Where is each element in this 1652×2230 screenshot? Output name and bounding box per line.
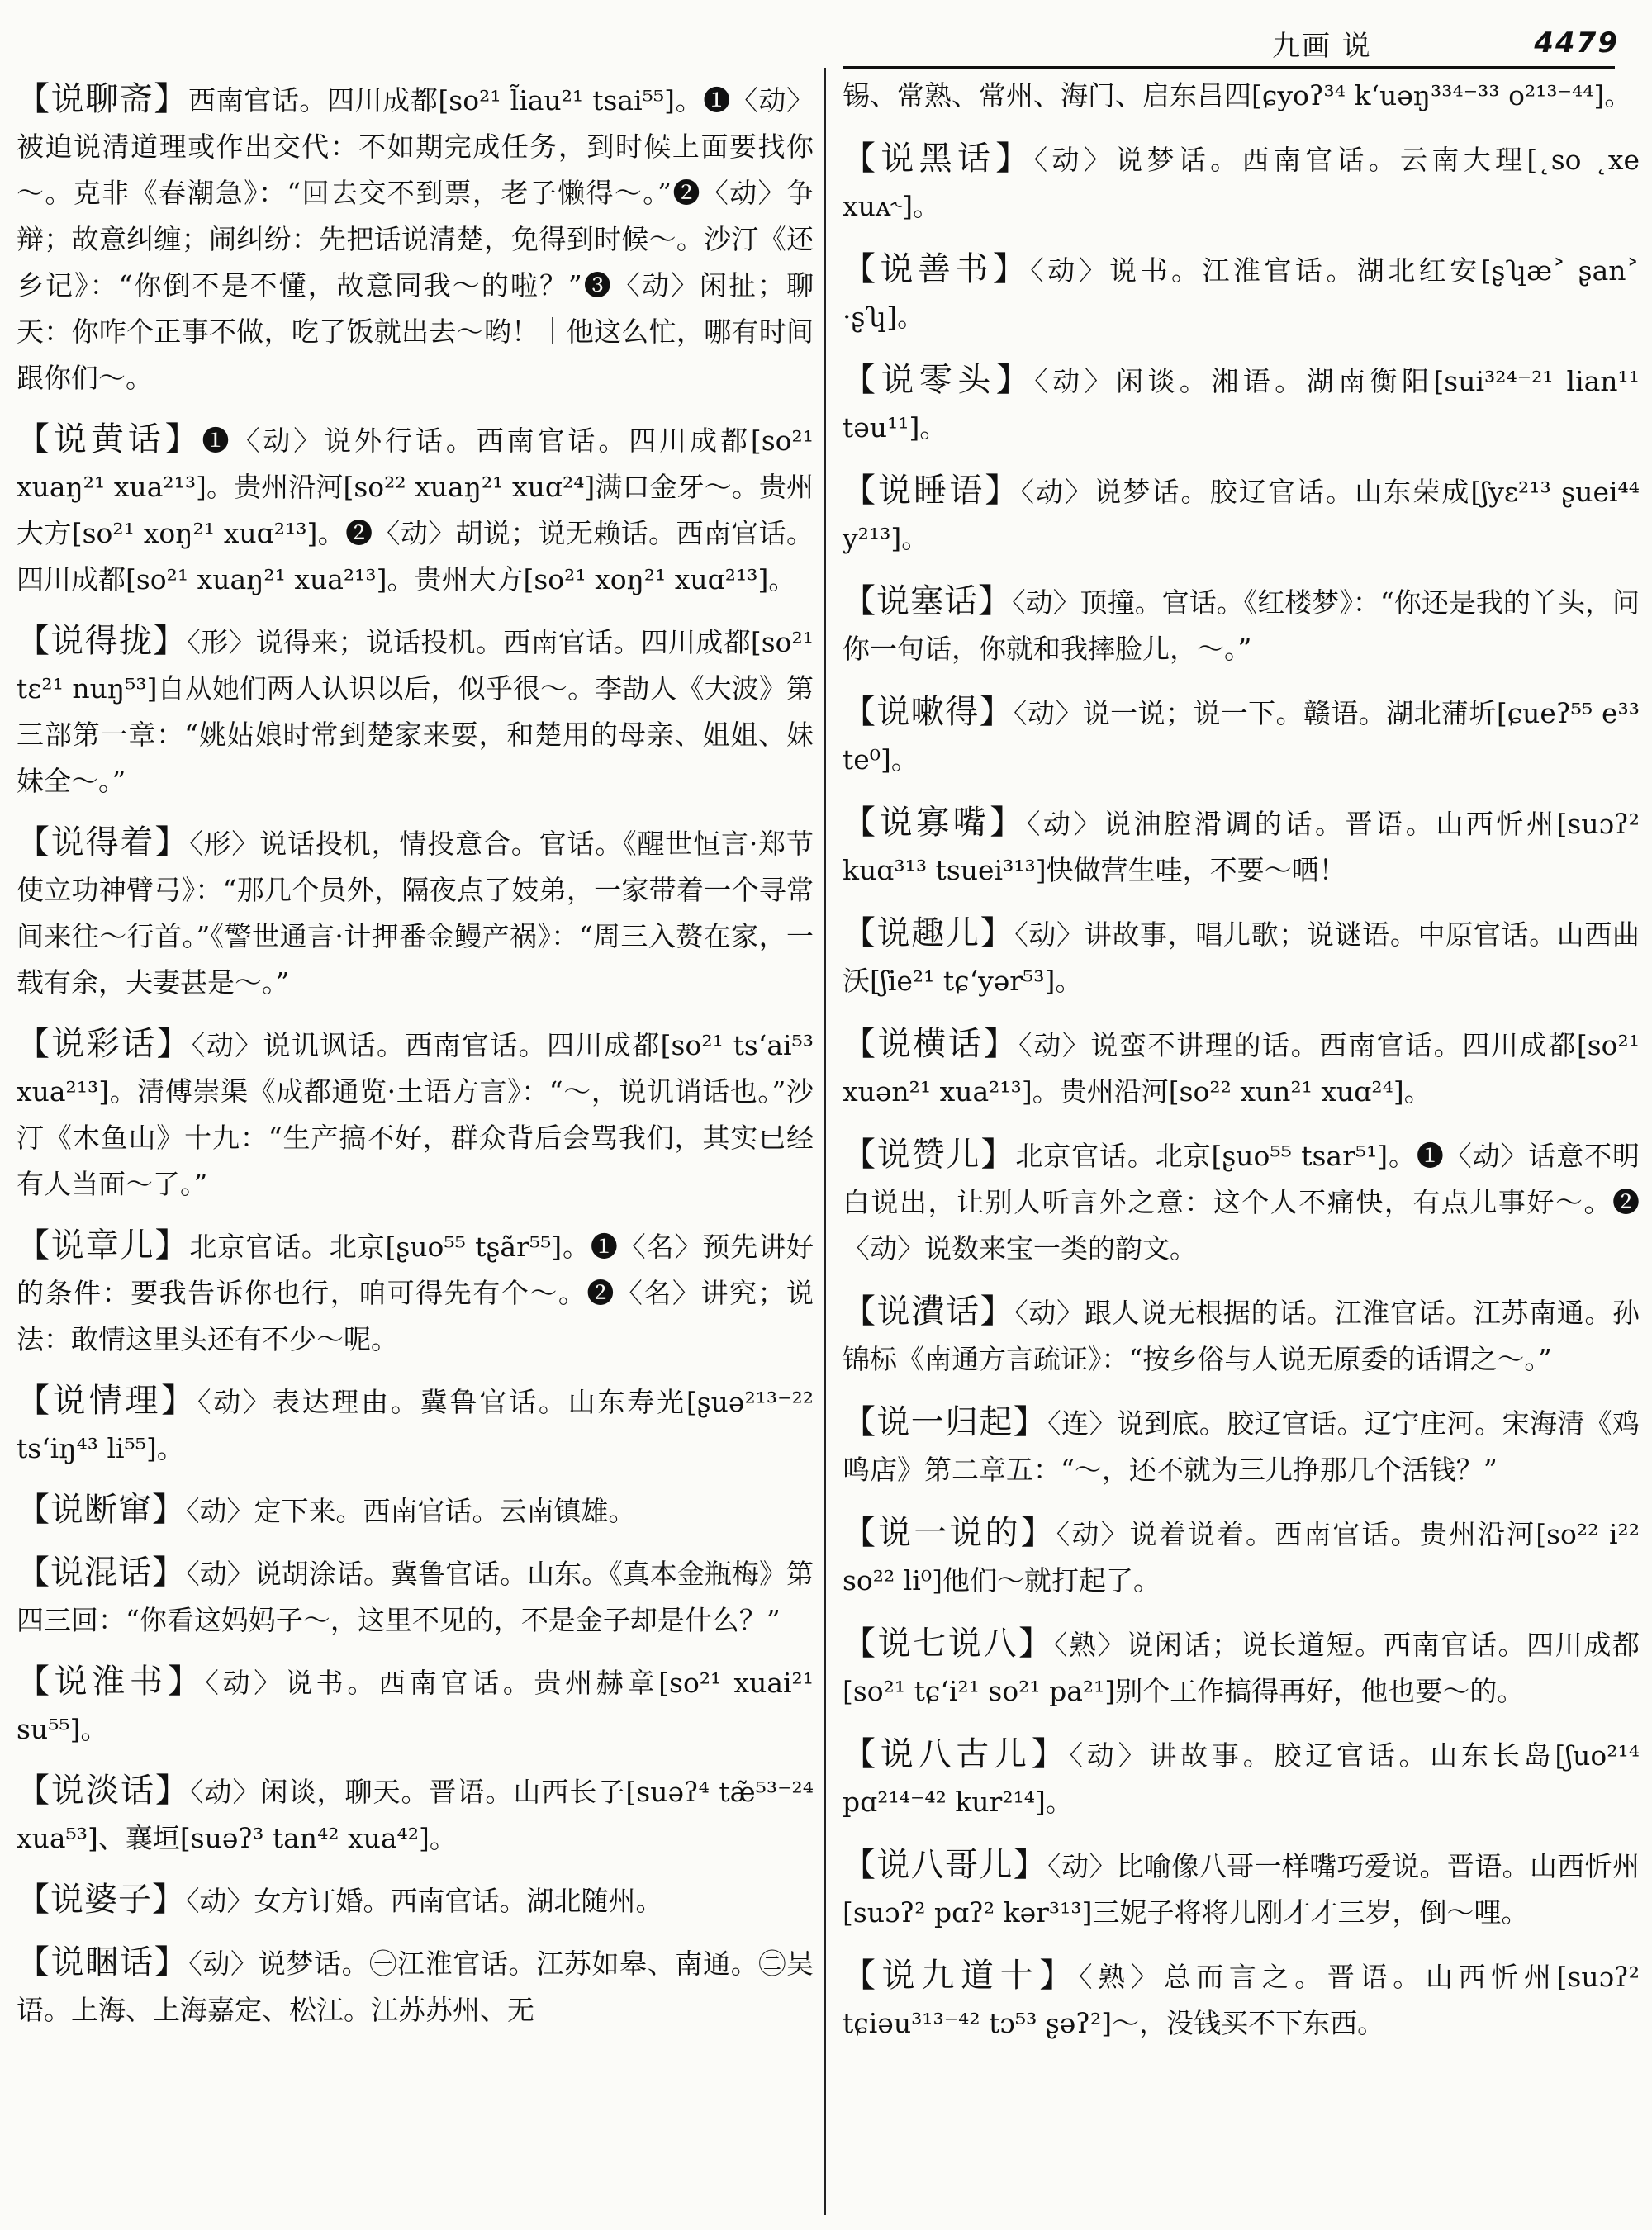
dictionary-entry-continued — [843, 71, 1640, 119]
entry-definition: 〈动〉说梦话。胶辽官话。山东荣成[ʃyɛ²¹³ ʂuei⁴⁴ y²¹³]。 — [843, 476, 1640, 554]
dictionary-entry — [17, 1767, 814, 1862]
entry-definition: 西南官话。四川成都[so²¹ l̃iau²¹ tsai⁵⁵]。❶〈动〉被迫说清道理或作出交代：不如期完成任务，到时候上面要找你～。克非《春潮急》：“回去交不到票，老子懒得～。”❷〈动〉争辩；故意纠缠；闹纠纷：先把话说清楚，免得到时候～。沙汀《还乡记》：“你倒不是不懂，故意同我～的啦？”❸〈动〉闲扯；聊天：你咋个正事不做，吃了饭就出去～哟！｜他这么忙，哪有时间跟你们～。 — [17, 84, 814, 394]
entry-headword: 【说淡话】 — [17, 1772, 190, 1810]
entry-headword: 【说婆子】 — [17, 1881, 186, 1919]
dictionary-entry — [843, 1132, 1640, 1272]
entry-definition: 〈动〉说胡涂话。冀鲁官话。山东。《真本金瓶梅》第四三回：“你看这妈妈子～，这里不见的，不是金子却是什么？” — [17, 1558, 814, 1636]
page-header — [1272, 18, 1619, 68]
entry-definition: 北京官话。北京[ʂuo⁵⁵ tʂãr⁵⁵]。❶〈名〉预先讲好的条件：要我告诉你也行，咱可得先有个～。❷〈名〉讲究；说法：敢情这里头还有不少～呢。 — [17, 1231, 814, 1355]
entry-headword: 【说㵒话】 — [843, 1293, 1015, 1331]
entry-definition: 〈动〉说书。江淮官话。湖北红安[ʂʮæ˃ ʂan˃ ·ʂʮ]。 — [843, 254, 1640, 333]
entry-definition: 〈动〉女方订婚。西南官话。湖北随州。 — [186, 1885, 663, 1917]
entry-definition: 〈连〉说到底。胶辽官话。辽宁庄河。宋海清《鸡鸣店》第二章五：“～，还不就为三儿挣那几个活钱？” — [843, 1407, 1640, 1486]
entry-definition: 〈动〉讲故事，唱儿歌；说谜语。中原官话。山西曲沃[ʃie²¹ tɕ‘yər⁵³]。 — [843, 918, 1640, 997]
entry-headword: 【说塞话】 — [843, 582, 1013, 620]
header-rule — [843, 66, 1615, 69]
dictionary-entry — [17, 1549, 814, 1644]
entry-definition: 〈动〉定下来。西南官话。云南镇雄。 — [186, 1495, 636, 1527]
entry-headword: 【说寡嘴】 — [843, 804, 1027, 842]
entry-headword: 【说章儿】 — [17, 1226, 190, 1264]
entry-headword: 【说一说的】 — [843, 1514, 1056, 1552]
dictionary-entry — [17, 618, 814, 804]
dictionary-entry — [843, 1510, 1640, 1604]
entry-headword: 【说得拢】 — [17, 622, 188, 660]
entry-headword: 【说赞儿】 — [843, 1136, 1016, 1174]
entry-headword: 【说善书】 — [843, 250, 1031, 288]
page-number: 4479 — [1534, 26, 1619, 59]
dictionary-entry — [17, 1021, 814, 1208]
dictionary-entry — [843, 1399, 1640, 1493]
entry-headword: 【说七说八】 — [843, 1625, 1054, 1663]
dictionary-entry — [17, 1877, 814, 1924]
entry-definition: 北京官话。北京[ʂuo⁵⁵ tsar⁵¹]。❶〈动〉话意不明白说出，让别人听言外之意：这个人不痛快，有点儿事好～。❷〈动〉说数来宝一类的韵文。 — [843, 1140, 1640, 1264]
entry-headword: 【说断窜】 — [17, 1491, 186, 1529]
entry-headword: 【说混话】 — [17, 1554, 187, 1592]
entry-headword: 【说八古儿】 — [843, 1735, 1070, 1773]
dictionary-entry — [843, 799, 1640, 894]
entry-definition: 〈动〉讲故事。胶辽官话。山东长岛[ʃuo²¹⁴ pɑ²¹⁴⁻⁴² kur²¹⁴]。 — [843, 1739, 1640, 1818]
dictionary-entry — [843, 1021, 1640, 1115]
entry-definition: 〈动〉说讥讽话。西南官话。四川成都[so²¹ ts‘ai⁵³ xua²¹³]。清傅崇渠《成都通览·土语方言》：“～，说讥诮话也。”沙汀《木鱼山》十九：“生产搞不好，群众背后会骂我们，其实已经有人当面～了。” — [17, 1029, 814, 1200]
section-label: 九画 说 — [1272, 29, 1372, 63]
entry-definition: ❶〈动〉说外行话。西南官话。四川成都[so²¹ xuaŋ²¹ xua²¹³]。贵州沿河[so²² xuaŋ²¹ xuɑ²⁴]满口金牙～。贵州大方[so²¹ xoŋ²¹ xuɑ²¹³]。❷〈动〉胡说；说无赖话。西南官话。四川成都[so²¹ xuaŋ²¹ xua²¹³]。贵州大方[so²¹ xoŋ²¹ xuɑ²¹³]。 — [17, 425, 814, 595]
entry-headword: 【说横话】 — [843, 1025, 1019, 1063]
column-divider — [824, 68, 826, 2215]
entry-headword: 【说彩话】 — [17, 1025, 192, 1063]
entry-headword: 【说黑话】 — [843, 140, 1034, 178]
entry-definition: 〈熟〉总而言之。晋语。山西忻州[suɔʔ² tɕiəu³¹³⁻⁴² tɔ⁵³ ʂəʔ²]～，没钱买不下东西。 — [843, 1961, 1640, 2039]
left-column — [17, 76, 814, 2048]
dictionary-entry — [843, 1620, 1640, 1715]
entry-headword: 【说零头】 — [843, 361, 1035, 399]
entry-headword: 【说睏话】 — [17, 1943, 189, 1981]
dictionary-entry — [17, 1658, 814, 1753]
entry-definition: 〈动〉闲谈。湘语。湖南衡阳[sui³²⁴⁻²¹ lian¹¹ təu¹¹]。 — [843, 365, 1640, 444]
entry-definition: 〈动〉说蛮不讲理的话。西南官话。四川成都[so²¹ xuən²¹ xua²¹³]。贵州沿河[so²² xun²¹ xuɑ²⁴]。 — [843, 1029, 1640, 1108]
entry-definition: 〈动〉比喻像八哥一样嘴巧爱说。晋语。山西忻州[suɔʔ² pɑʔ² kər³¹³]三妮子将将儿刚才才三岁，倒～哩。 — [843, 1850, 1640, 1929]
dictionary-entry — [17, 416, 814, 603]
dictionary-entry — [843, 135, 1640, 230]
entry-headword: 【说黄话】 — [17, 420, 202, 458]
entry-definition: 〈形〉说话投机，情投意合。官话。《醒世恒言·郑节使立功神臂弓》：“那几个员外，隔夜点了妓弟，一家带着一个寻常间来往～行首。”《警世通言·计押番金鳗产祸》：“周三入赘在家，一载有余，夫妻甚是～。” — [17, 828, 814, 999]
entry-definition: 〈动〉说梦话。㊀江淮官话。江苏如皋、南通。㊁吴语。上海、上海嘉定、松江。江苏苏州、无 — [17, 1948, 814, 2026]
dictionary-entry — [843, 1731, 1640, 1825]
entry-definition: 〈动〉说书。西南官话。贵州赫章[so²¹ xuai²¹ su⁵⁵]。 — [17, 1667, 814, 1745]
entry-headword: 【说聊斋】 — [17, 80, 189, 118]
entry-definition: 〈动〉闲谈，聊天。晋语。山西长子[suəʔ⁴ tæ̃⁵³⁻²⁴ xua⁵³]、襄垣[suəʔ³ tan⁴² xua⁴²]。 — [17, 1776, 814, 1854]
entry-definition: 〈形〉说得来；说话投机。西南官话。四川成都[so²¹ tɛ²¹ nuŋ⁵³]自从她们两人认识以后，似乎很～。李劼人《大波》第三部第一章：“姚姑娘时常到楚家来耍，和楚用的母亲、姐姐、妹妹全～。” — [17, 626, 814, 797]
entry-headword: 【说情理】 — [17, 1382, 197, 1420]
dictionary-entry — [17, 76, 814, 401]
entry-headword: 【说趣儿】 — [843, 914, 1015, 952]
entry-definition: 〈动〉跟人说无根据的话。江淮官话。江苏南通。孙锦标《南通方言疏证》：“按乡俗与人说无原委的话谓之～。” — [843, 1297, 1640, 1375]
dictionary-entry — [843, 246, 1640, 340]
entry-headword: 【说嗽得】 — [843, 693, 1014, 731]
entry-definition: 〈动〉说一说；说一下。赣语。湖北蒲圻[ɕueʔ⁵⁵ e³³ te⁰]。 — [843, 697, 1640, 776]
right-column — [843, 71, 1640, 2063]
dictionary-entry — [843, 910, 1640, 1004]
dictionary-entry — [17, 819, 814, 1006]
entry-definition: 〈动〉顶撞。官话。《红楼梦》：“你还是我的丫头，问你一句话，你就和我摔脸儿，～。” — [843, 586, 1640, 665]
dictionary-entry — [843, 1952, 1640, 2047]
entry-headword: 【说得着】 — [17, 823, 190, 861]
entry-definition: 〈动〉说油腔滑调的话。晋语。山西忻州[suɔʔ² kuɑ³¹³ tsuei³¹³]快做营生哇，不要～哂！ — [843, 808, 1640, 886]
dictionary-entry — [843, 357, 1640, 451]
entry-definition: 〈熟〉说闲话；说长道短。西南官话。四川成都[so²¹ tɕ‘i²¹ so²¹ pa²¹]别个工作搞得再好，他也要～的。 — [843, 1629, 1640, 1707]
entry-definition: 〈动〉说着说着。西南官话。贵州沿河[so²² i²² so²² li⁰]他们～就打起了。 — [843, 1518, 1640, 1597]
dictionary-entry — [843, 467, 1640, 562]
dictionary-entry — [17, 1222, 814, 1363]
entry-headword: 【说淮书】 — [17, 1663, 206, 1701]
dictionary-entry — [843, 689, 1640, 783]
dictionary-entry — [17, 1939, 814, 2033]
dictionary-entry — [17, 1487, 814, 1535]
entry-definition: 〈动〉表达理由。冀鲁官话。山东寿光[ʂuə²¹³⁻²² ts‘iŋ⁴³ li⁵⁵]。 — [17, 1386, 814, 1464]
entry-headword: 【说一归起】 — [843, 1403, 1048, 1441]
entry-definition: 锡、常熟、常州、海门、启东吕四[ɕyoʔ³⁴ k‘uəŋ³³⁴⁻³³ o²¹³⁻⁴⁴]。 — [843, 79, 1632, 112]
dictionary-entry — [17, 1378, 814, 1472]
dictionary-entry — [843, 1842, 1640, 1936]
entry-headword: 【说睡语】 — [843, 472, 1021, 510]
entry-headword: 【说八哥儿】 — [843, 1846, 1048, 1884]
dictionary-entry — [843, 1288, 1640, 1383]
dictionary-entry — [843, 578, 1640, 672]
entry-definition: 〈动〉说梦话。西南官话。云南大理[˛so ˛xe xuᴀ˞]。 — [843, 144, 1640, 222]
entry-headword: 【说九道十】 — [843, 1957, 1080, 1995]
